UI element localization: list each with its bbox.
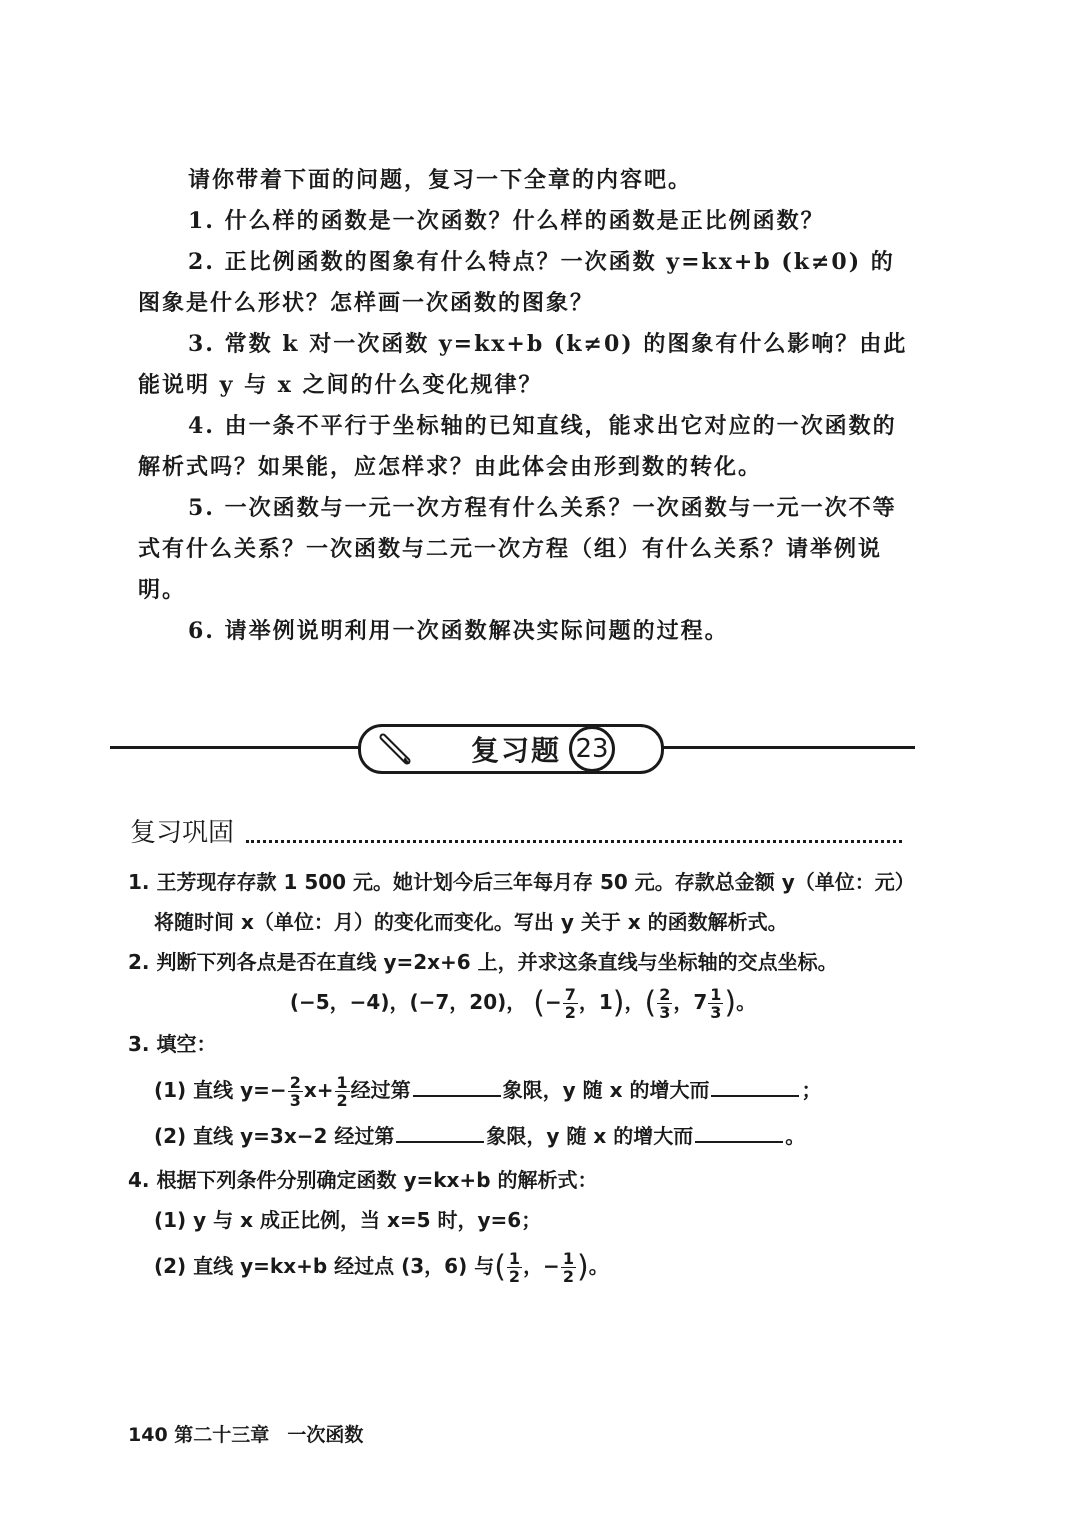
- review-questions: [138, 160, 908, 652]
- exercise-1: 1. 王芳现存存款 1 500 元。她计划今后三年每月存 50 元。存款总金额 y（单位：元）将随时间 x（单位：月）的变化而变化。写出 y 关于 x 的函数解析式。: [128, 870, 915, 934]
- answer-blank[interactable]: [413, 1075, 501, 1097]
- fraction: $\frac{2}{3}$: [659, 985, 671, 1022]
- review-question-6: 6. 请举例说明利用一次函数解决实际问题的过程。: [188, 618, 729, 644]
- page-footer: [128, 1420, 363, 1447]
- fraction: $\frac{1}{2}$: [562, 1248, 574, 1286]
- banner-title: 复习题: [471, 734, 562, 767]
- section-title: 复习巩固: [130, 818, 235, 848]
- exercise-4-part-2: (2) 直线 y=kx+b 经过点 (3，6) 与( $\frac{1}{2}$ ，− $\frac{1}{2}$ )。: [154, 1248, 609, 1286]
- fraction: $\frac{1}{3}$: [710, 985, 722, 1022]
- pencil-icon: [377, 731, 413, 767]
- review-question-3: 3. 常数 k 对一次函数 y=kx+b (k≠0) 的图象有什么影响？由此能说明 y 与 x 之间的什么变化规律？: [138, 331, 908, 398]
- review-question-5: 5. 一次函数与一元一次方程有什么关系？一次函数与一元一次不等式有什么关系？一次函数与二元一次方程（组）有什么关系？请举例说明。: [138, 495, 897, 603]
- mixed-number-whole: 7: [693, 990, 708, 1014]
- exercise-4: 4. 根据下列条件分别确定函数 y=kx+b 的解析式：: [128, 1167, 598, 1192]
- exercise-3-part-2: (2) 直线 y=3x−2 经过第 象限，y 随 x 的增大而 。: [128, 1116, 918, 1156]
- fraction: $\frac{7}{2}$: [564, 985, 576, 1022]
- answer-blank[interactable]: [396, 1121, 484, 1143]
- fraction: $\frac{1}{2}$: [336, 1072, 348, 1110]
- exercise-2: 2. 判断下列各点是否在直线 y=2x+6 上，并求这条直线与坐标轴的交点坐标。: [128, 950, 838, 974]
- exercise-4-part-1: (1) y 与 x 成正比例，当 x=5 时，y=6；: [154, 1207, 542, 1232]
- answer-blank[interactable]: [695, 1121, 783, 1143]
- banner-box: [358, 724, 664, 774]
- review-question-1: 1. 什么样的函数是一次函数？什么样的函数是正比例函数？: [188, 208, 825, 234]
- exercise-list: [128, 862, 918, 1287]
- fraction: $\frac{2}{3}$: [289, 1072, 301, 1110]
- banner-number: 23: [569, 726, 615, 772]
- review-question-2: 2. 正比例函数的图象有什么特点？一次函数 y=kx+b (k≠0) 的图象是什么形状？怎样画一次函数的图象？: [138, 249, 895, 316]
- exercise-2-points: (−5，−4)，(−7，20)， (− $\frac{7}{2}$ ，1)，( $\frac{2}{3}$ ，7 $\frac{1}{3}$ )。: [289, 985, 757, 1022]
- exercise-3: 3. 填空：: [128, 1031, 217, 1056]
- chapter-label: 第二十三章: [174, 1424, 270, 1446]
- exercise-banner: [110, 718, 915, 778]
- page-number: 140: [128, 1424, 168, 1446]
- section-header: [130, 812, 902, 849]
- section-dotted-rule: [246, 840, 902, 843]
- chapter-title: 一次函数: [287, 1424, 364, 1446]
- exercise-3-part-1: (1) 直线 y=− $\frac{2}{3}$ x+ $\frac{1}{2}$ 经过第 象限，y 随 x 的增大而 ；: [154, 1072, 822, 1110]
- review-intro: 请你带着下面的问题，复习一下全章的内容吧。: [188, 167, 693, 193]
- points-plain: (−5，−4)，(−7，20)，: [289, 990, 527, 1014]
- fraction: $\frac{1}{2}$: [508, 1248, 521, 1286]
- review-question-4: 4. 由一条不平行于坐标轴的已知直线，能求出它对应的一次函数的解析式吗？如果能，应怎样求？由此体会由形到数的转化。: [138, 413, 897, 480]
- answer-blank[interactable]: [711, 1075, 799, 1097]
